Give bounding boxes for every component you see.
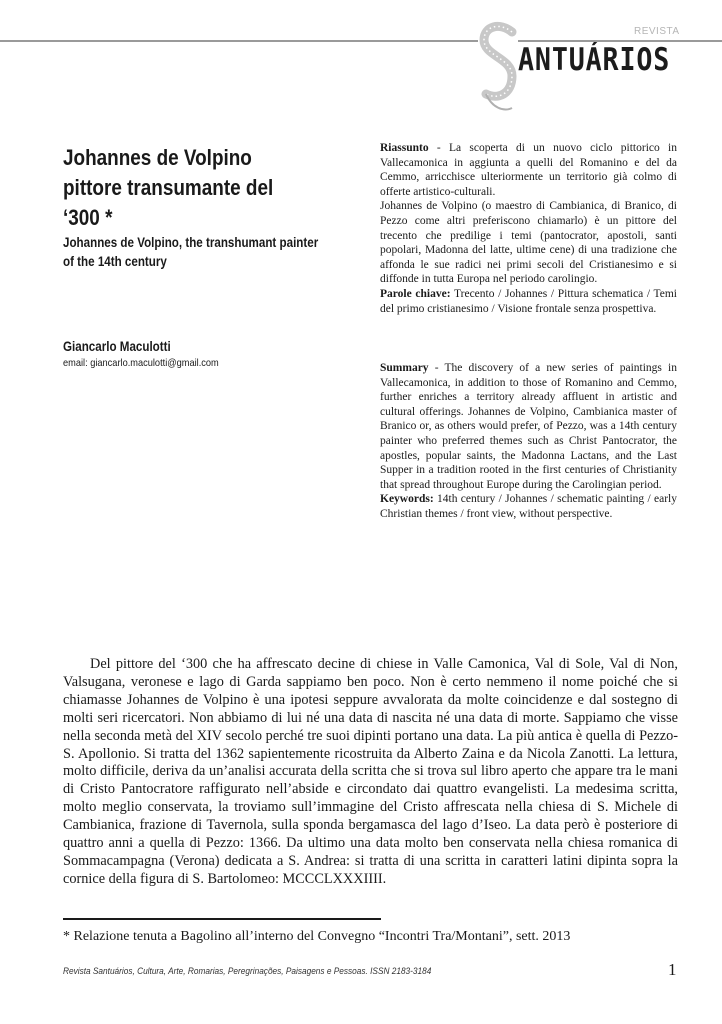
abstract-it-keywords: Trecento / Johannes / Pittura schematica / Temi del primo cristianesimo / Visione frontale senza prospettiva.	[380, 287, 678, 315]
logo-wordmark: ANTUÁRIOS	[518, 42, 671, 78]
author-name: Giancarlo Maculotti	[63, 339, 171, 354]
abstract-it-label: Riassunto	[380, 142, 429, 154]
page-number: 1	[668, 960, 677, 979]
abstract-en-keywords: 14th century / Johannes / schematic painting / early Christian themes / front view, without perspective.	[380, 493, 677, 520]
article-title: Johannes de Volpino pittore transumante del ‘300 *	[63, 145, 274, 230]
santuarios-s-logo-icon	[478, 18, 518, 118]
author-email: email: giancarlo.maculotti@gmail.com	[63, 357, 219, 369]
footnote: * Relazione tenuta a Bagolino all’interno del Convegno “Incontri Tra/Montani”, sett. 2013	[63, 929, 571, 944]
abstract-en-label: Summary	[380, 362, 429, 374]
logo-revista-text: REVISTA	[634, 26, 680, 37]
abstract-italian	[380, 141, 677, 316]
body-paragraph: Del pittore del ‘300 che ha affrescato decine di chiese in Valle Camonica, Val di Sole, Val di Non, Valsugana, veronese e lago di Garda sappiamo ben poco. Non è certo nemmeno il nome poiché che si chiamasse Johannes de Volpino è una ipotesi seppure avvalorata da molte coincidenze e dal sostegno di molti seri ricercatori. Non abbiamo di lui né una data di nascita né una data di morte. Sappiamo che visse nella seconda metà del XIV secolo perché tre suoi dipinti portano una data. La più antica è quella di Pezzo-S. Apollonio. Si tratta del 1362 sapientemente ricostruita da Alberto Zaina e da Nicola Zanotti. La lettura, molto difficile, deriva da un’analisi accurata della scritta che si trova sul libro aperto che appare tra le mani di Cristo Pantocratore raffigurato nell’abside e circondato dai quattro evangelisti. La medesima scritta, molto meglio conservata, la troviamo sull’immagine del Cristo affrescata nella chiesa di S. Michele di Cambianica, frazione di Tavernola, sulla sponda bergamasca del lago d’Iseo. La data però è posteriore di quattro anni a quella di Pezzo: 1366. Da ultimo una data molto ben conservata nella chiesa romanica di Sommacampagna (Verona) dedicata a S. Andrea: si tratta di una scritta in caratteri latini dipinta sopra la cornice della figura di S. Bartolomeo: MCCCLXXXIIII.	[63, 656, 678, 887]
abstract-en-text: - The discovery of a new series of paintings in Vallecamonica, in addition to those of Romanino and Cemmo, further enriches a territory already affluent in artistic and cultural offerings. Johannes de Volpino, Cambianica master of Branico or, as others would prefer, of Pezzo, was a 14th century painter who preferred themes such as Christ Pantocrator, the apostles, popular saints, the Madonna Lactans, and the Last Supper in a tradition rooted in the first centuries of Christianity that spread throughout Europe during the Carolingian period.	[380, 362, 677, 491]
abstract-english	[380, 361, 677, 522]
abstract-it-text1: - La scoperta di un nuovo ciclo pittorico in Vallecamonica in aggiunta a quelli del Romanino e del da Cemmo, arricchisce ulteriormente un territorio già colmo di offerte artistico-culturali.	[380, 142, 677, 198]
abstract-en-keywords-label: Keywords:	[380, 493, 434, 506]
footnote-rule	[63, 918, 381, 920]
abstract-it-keywords-label: Parole chiave:	[380, 287, 451, 300]
article-subtitle: Johannes de Volpino, the transhumant painter of the 14th century	[63, 235, 319, 269]
journal-footer: Revista Santuários, Cultura, Arte, Romarias, Peregrinações, Paisagens e Pessoas. ISSN 2183-3184	[63, 966, 432, 976]
abstract-it-text2: Johannes de Volpino (o maestro di Cambianica, di Branico, di Pezzo come altri preferiscono chiamarlo) è un pittore del trecento che predilige i temi (pantocrator, apostoli, santi popolari, Madonna del latte, ultime cene) di una tradizione che affonda le sue radici nei primi secoli del Cristianesimo e si diffonde in tutta Europa nel periodo carolingio.	[380, 200, 677, 286]
